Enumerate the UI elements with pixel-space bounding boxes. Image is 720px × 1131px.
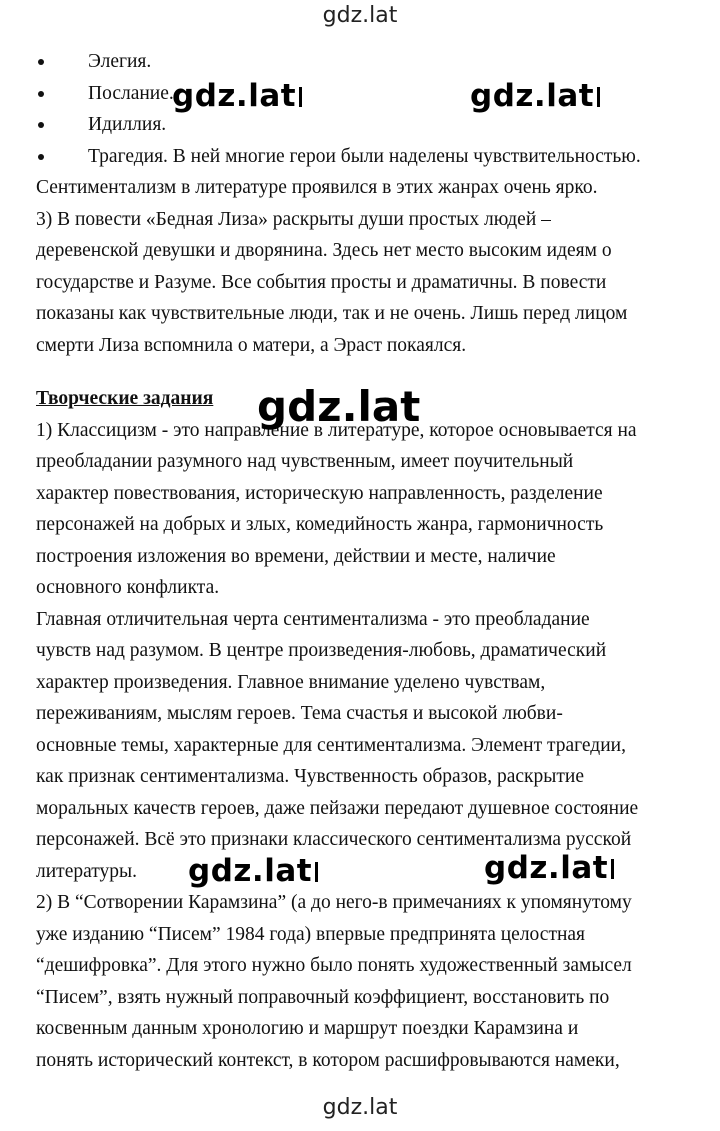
paragraph-line: “Писем”, взять нужный поправочный коэффициент, восстановить по	[36, 986, 610, 1008]
paragraph-line: персонажей на добрых и злых, комедийность жанра, гармоничность	[36, 514, 604, 535]
watermark-overlay: gdz.lat	[484, 853, 614, 884]
paragraph-line: Главная отличительная черта сентиментализма - это преобладание	[36, 608, 590, 630]
paragraph-line: характер произведения. Главное внимание уделено чувствам,	[36, 671, 546, 693]
paragraph-line: государстве и Разуме. Все события просты и драматичны. В повести	[36, 271, 607, 293]
bullet-item: Трагедия. В ней многие герои были наделены чувствительностью.	[36, 141, 706, 173]
section-spacer	[36, 361, 706, 383]
paragraph-line: понять исторический контекст, в котором расшифровываются намеки,	[36, 1049, 620, 1071]
paragraph-line: косвенным данным хронологию и маршрут поездки Карамзина и	[36, 1018, 579, 1039]
paragraph-line: 1) Классицизм - это направление в литературе, которое основывается на	[36, 419, 637, 441]
paragraph-line: деревенской девушки и дворянина. Здесь нет место высоким идеям о	[36, 240, 612, 261]
bullet-item: Идиллия.	[36, 109, 706, 141]
paragraph-line: “дешифровка”. Для этого нужно было понять художественный замысел	[36, 955, 632, 976]
paragraph-line: характер повествования, историческую направленность, разделение	[36, 482, 603, 504]
bullet-item: Послание.	[36, 78, 706, 110]
watermark-top: gdz.lat	[322, 3, 398, 28]
paragraph-line: преобладании разумного над чувственным, имеет поучительный	[36, 451, 574, 472]
paragraph-line: 3) В повести «Бедная Лиза» раскрыты души простых людей –	[36, 208, 551, 230]
paragraph-line: Сентиментализм в литературе проявился в этих жанрах очень ярко.	[36, 177, 598, 198]
paragraph-line: литературы.	[36, 860, 137, 882]
paragraph-line: показаны как чувствительные люди, так и не очень. Лишь перед лицом	[36, 303, 628, 324]
paragraph-line: смерти Лиза вспомнила о матери, а Эраст покаялся.	[36, 334, 467, 356]
bullet-item: Элегия.	[36, 46, 706, 78]
watermark-overlay: gdz.lat	[188, 856, 318, 887]
paragraph-line: чувств над разумом. В центре произведения-любовь, драматический	[36, 640, 607, 661]
watermark-overlay: gdz.lat	[172, 81, 302, 112]
paragraph-line: основные темы, характерные для сентиментализма. Элемент трагедии,	[36, 734, 626, 756]
watermark-overlay: gdz.lat	[257, 382, 421, 431]
paragraph-line: как признак сентиментализма. Чувственность образов, раскрытие	[36, 766, 584, 787]
paragraph-line: 2) В “Сотворении Карамзина” (а до него-в примечаниях к упомянутому	[36, 892, 632, 913]
document-body	[36, 46, 706, 1076]
section-heading: Творческие задания	[36, 388, 214, 409]
paragraph-line: уже изданию “Писем” 1984 года) впервые предпринята целостная	[36, 923, 586, 945]
paragraph-line: основного конфликта.	[36, 577, 220, 598]
watermark-bottom: gdz.lat	[322, 1095, 398, 1120]
paragraph-line: переживаниям, мыслям героев. Тема счастья и высокой любви-	[36, 703, 563, 724]
paragraph-line: построения изложения во времени, действии и месте, наличие	[36, 545, 556, 567]
paragraph-line: моральных качеств героев, даже пейзажи передают душевное состояние	[36, 797, 639, 819]
watermark-overlay: gdz.lat	[470, 81, 600, 112]
paragraph-line: персонажей. Всё это признаки классического сентиментализма русской	[36, 829, 632, 850]
